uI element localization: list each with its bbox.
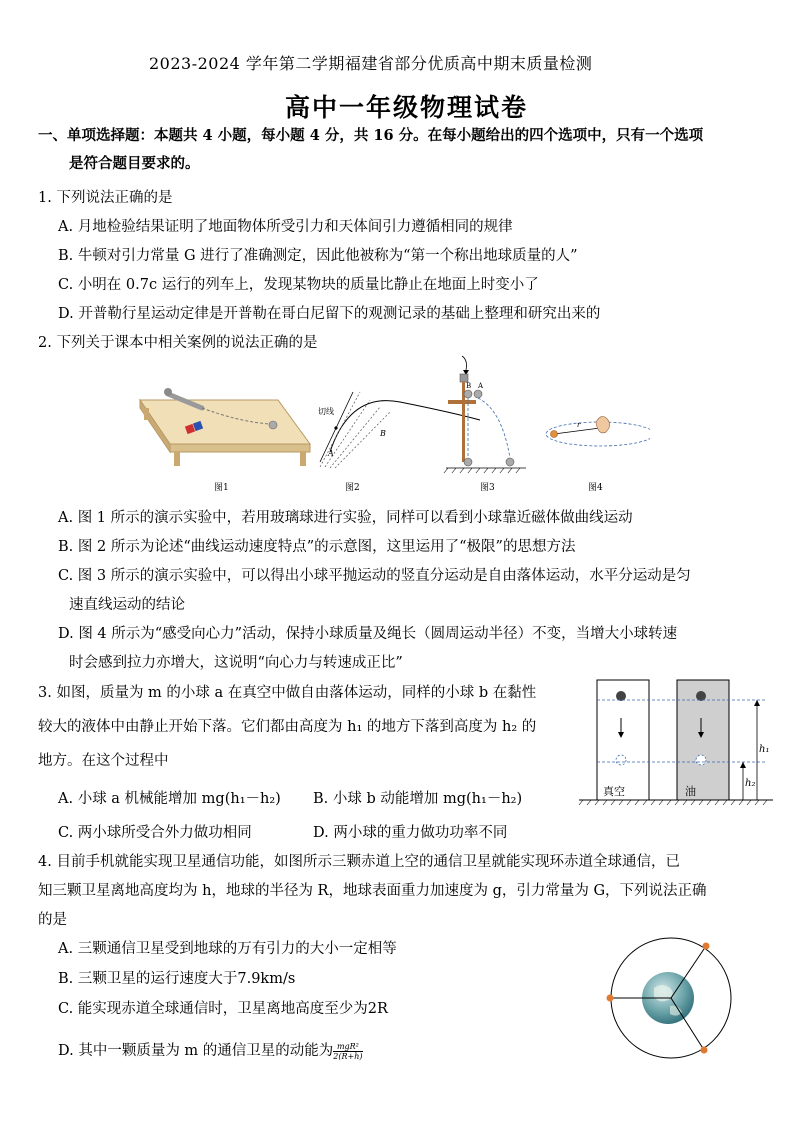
q2-option-c-cont: 速直线运动的结论 (69, 597, 185, 613)
page-title: 高中一年级物理试卷 (285, 93, 529, 122)
fig2-point-a: A (328, 449, 334, 458)
q3-h1-label: h₁ (759, 744, 770, 755)
q4-fraction-numerator: mgR² (333, 1042, 362, 1052)
q4-option-d-fraction (333, 1042, 362, 1061)
fig2-tangent-label: 切线 (318, 407, 334, 416)
fig2-label: 图2 (345, 483, 360, 493)
fig2-point-b: B (380, 429, 386, 438)
q2-option-c: C. 图 3 所示的演示实验中，可以得出小球平抛运动的竖直分运动是自由落体运动，水平分运动是匀 (58, 568, 691, 584)
q4-stem-line1: 4. 目前手机就能实现卫星通信功能，如图所示三颗赤道上空的通信卫星就能实现环赤道全球通信，已 (38, 854, 680, 870)
q3-option-b: B. 小球 b 动能增加 mg(h₁－h₂) (313, 791, 523, 807)
fig4-label: 图4 (588, 483, 603, 493)
q1-option-c: C. 小明在 0.7c 运行的列车上，发现某物块的质量比静止在地面上时变小了 (58, 277, 539, 293)
satellite-3 (701, 1047, 708, 1054)
q4-option-d-text: D. 其中一颗质量为 m 的通信卫星的动能为 (58, 1043, 334, 1059)
q4-option-c: C. 能实现赤道全球通信时，卫星离地高度至少为2R (58, 1001, 388, 1017)
q3-option-a: A. 小球 a 机械能增加 mg(h₁－h₂) (58, 791, 281, 807)
q2-option-b: B. 图 2 所示为论述“曲线运动速度特点”的示意图，这里运用了“极限”的思想方法 (58, 539, 576, 555)
svg-text:r: r (577, 421, 581, 429)
fig1-label: 图1 (214, 483, 229, 493)
q3-option-d: D. 两小球的重力做功功率不同 (313, 825, 508, 841)
q3-stem-line1: 3. 如图，质量为 m 的小球 a 在真空中做自由落体运动，同样的小球 b 在黏性 (38, 685, 537, 701)
satellite-2 (607, 995, 614, 1002)
q3-figure (575, 676, 775, 810)
q1-stem: 1. 下列说法正确的是 (38, 190, 173, 206)
figure-4-hand (546, 416, 650, 446)
q2-option-a: A. 图 1 所示的演示实验中，若用玻璃球进行实验，同样可以看到小球靠近磁体做曲线运动 (58, 510, 633, 526)
q1-option-b: B. 牛顿对引力常量 G 进行了准确测定，因此他被称为“第一个称出地球质量的人” (58, 248, 578, 264)
q4-option-b: B. 三颗卫星的运行速度大于7.9km/s (58, 971, 296, 987)
q4-stem-line3: 的是 (38, 912, 67, 928)
q4-stem-line2: 知三颗卫星离地高度均为 h，地球的半径为 R，地球表面重力加速度为 g，引力常量为 G，下列说法正确 (38, 883, 707, 899)
figure-1-table (140, 388, 310, 466)
q3-stem-line2: 较大的液体中由静止开始下落。它们都由高度为 h₁ 的地方下落到高度为 h₂ 的 (38, 719, 537, 735)
q4-figure (598, 936, 768, 1062)
exam-supertitle: 2023-2024 学年第二学期福建省部分优质高中期末质量检测 (149, 54, 593, 73)
q2-figures (130, 352, 650, 494)
q3-vacuum-label: 真空 (603, 785, 625, 798)
q1-option-d: D. 开普勒行星运动定律是开普勒在哥白尼留下的观测记录的基础上整理和研究出来的 (58, 306, 601, 322)
section-heading-cont: 是符合题目要求的。 (69, 155, 200, 172)
q4-fraction-denominator: 2(R+h) (333, 1051, 363, 1061)
q2-option-d-cont: 时会感到拉力亦增大，这说明“向心力与转速成正比” (69, 655, 403, 671)
satellite-1 (703, 943, 710, 950)
q3-h2-label: h₂ (745, 778, 756, 789)
fig3-ball-a: A (478, 382, 484, 390)
q4-option-d (58, 1039, 363, 1061)
q3-oil-label: 油 (685, 785, 696, 798)
q3-stem-line3: 地方。在这个过程中 (38, 753, 169, 769)
q2-option-d: D. 图 4 所示为“感受向心力”活动，保持小球质量及绳长（圆周运动半径）不变，当增大小球转速 (58, 626, 678, 642)
q2-stem: 2. 下列关于课本中相关案例的说法正确的是 (38, 335, 318, 351)
fig3-label: 图3 (480, 483, 495, 493)
fig3-ball-b: B (466, 382, 472, 390)
section-heading: 一、单项选择题：本题共 4 小题，每小题 4 分，共 16 分。在每小题给出的四个选项中，只有一个选项 (38, 127, 704, 144)
q4-option-a: A. 三颗通信卫星受到地球的万有引力的大小一定相等 (58, 941, 397, 957)
q3-option-c: C. 两小球所受合外力做功相同 (58, 825, 252, 841)
q1-option-a: A. 月地检验结果证明了地面物体所受引力和天体间引力遵循相同的规律 (58, 219, 513, 235)
